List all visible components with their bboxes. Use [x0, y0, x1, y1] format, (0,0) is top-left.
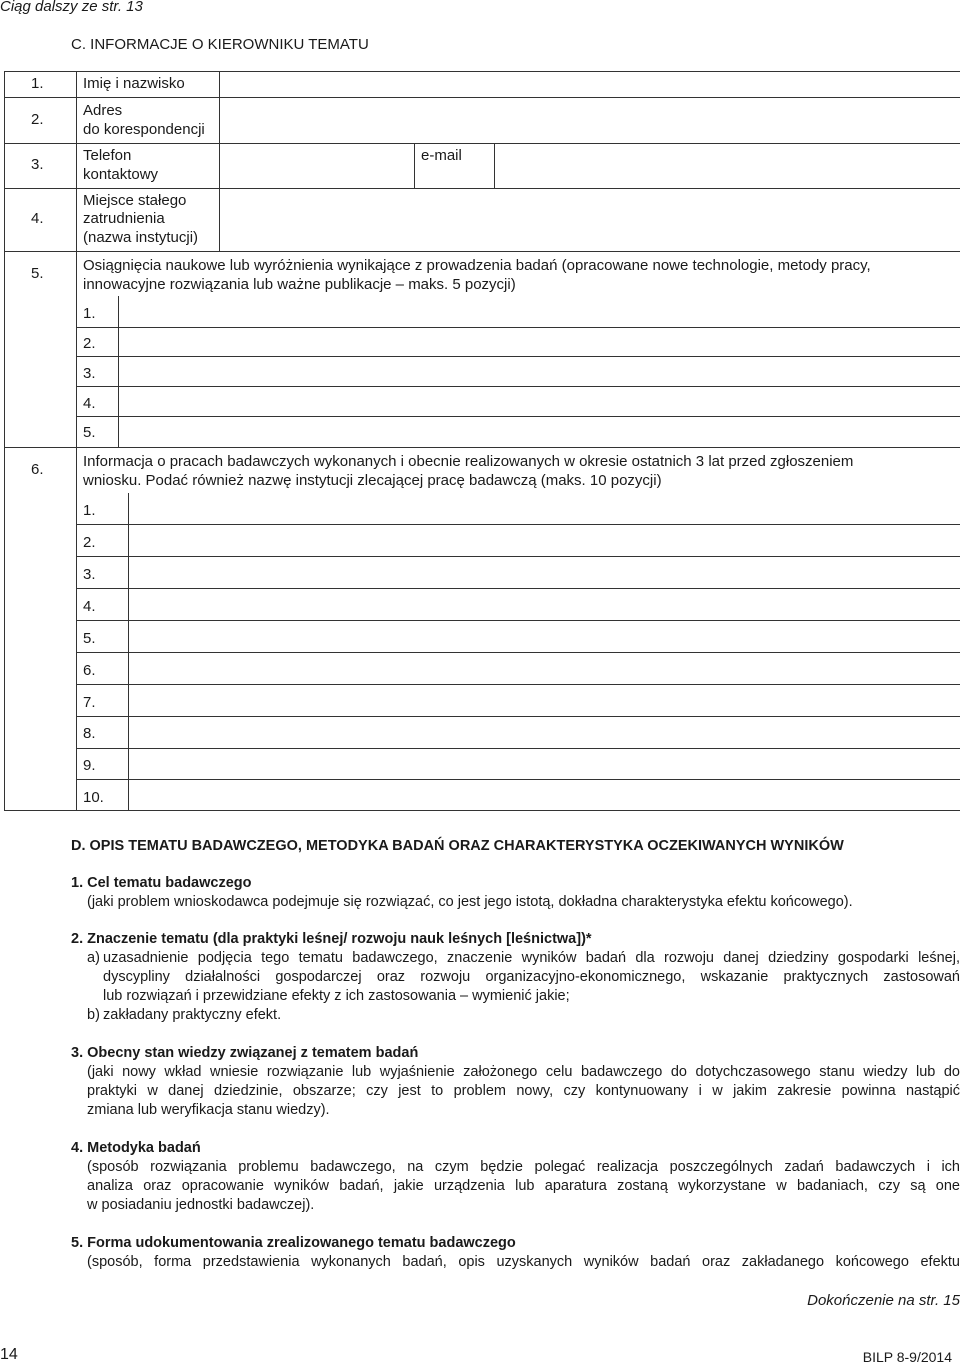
page-number: 14 — [0, 1346, 18, 1363]
list-item-number: 1. — [83, 305, 96, 322]
list-item-number: 2. — [83, 335, 96, 352]
list-item-number: 7. — [83, 694, 96, 711]
journal-label: BILP 8-9/2014 — [862, 1349, 952, 1365]
list-item-number: 8. — [83, 725, 96, 742]
email-field[interactable] — [495, 144, 959, 188]
d4-text: w posiadaniu jednostki badawczej). — [87, 1197, 315, 1213]
d1-heading: 1. Cel tematu badawczego — [71, 875, 252, 891]
d3-heading: 3. Obecny stan wiedzy związanej z tematem badań — [71, 1045, 419, 1061]
d2-a-label: a) — [87, 950, 100, 966]
d3-text: zmiana lub weryfikacja stanu wiedzy). — [87, 1102, 330, 1118]
label-employer: (nazwa instytucji) — [83, 229, 199, 246]
row-number: 2. — [31, 111, 44, 128]
list-item-number: 2. — [83, 534, 96, 551]
row-number: 5. — [31, 265, 44, 282]
list-item-number: 4. — [83, 395, 96, 412]
d5-text: (sposób, forma przedstawienia wykonanych badań, opis uzyskanych wyników badań oraz zakładanego końcowego efektu — [87, 1254, 960, 1270]
d4-heading: 4. Metodyka badań — [71, 1140, 201, 1156]
row-number: 4. — [31, 210, 44, 227]
list-item-number: 5. — [83, 424, 96, 441]
research-description: wniosku. Podać również nazwę instytucji zlecającej pracę badawczą (maks. 10 pozycji) — [83, 472, 662, 489]
list-item-number: 5. — [83, 630, 96, 647]
label-employer: zatrudnienia — [83, 210, 165, 227]
d1-description: (jaki problem wnioskodawca podejmuje się rozwiązać, co jest jego istotą, dokładna charakterystyka efektu końcowego). — [87, 894, 853, 910]
d4-text: analiza oraz opracowanie wyników badań, jakie urządzenia lub aparatura zostaną wykorzystane w badaniach, czy są one — [87, 1178, 960, 1194]
label-address: Adres — [83, 102, 123, 119]
list-item-number: 3. — [83, 566, 96, 583]
d3-text: (jaki nowy wkład wniesie rozwiązanie lub wyjaśnienie założonego celu badawczego do dotychczasowego stanu wiedzy lub do — [87, 1064, 960, 1080]
row-number: 6. — [31, 461, 44, 478]
continues-note: Dokończenie na str. 15 — [807, 1292, 960, 1309]
label-phone: kontaktowy — [83, 166, 159, 183]
row-number: 1. — [31, 75, 44, 92]
label-employer: Miejsce stałego — [83, 192, 187, 209]
section-c-title: C. INFORMACJE O KIEROWNIKU TEMATU — [71, 36, 369, 53]
address-field[interactable] — [220, 98, 959, 143]
employer-field[interactable] — [220, 189, 959, 251]
section-d-title: D. OPIS TEMATU BADAWCZEGO, METODYKA BADAŃ ORAZ CHARAKTERYSTYKA OCZEKIWANYCH WYNIKÓW — [71, 838, 844, 854]
label-email: e-mail — [421, 147, 462, 164]
d2-b-text: zakładany praktyczny efekt. — [103, 1007, 282, 1023]
d5-heading: 5. Forma udokumentowania zrealizowanego tematu badawczego — [71, 1235, 516, 1251]
name-field[interactable] — [220, 72, 959, 97]
d2-heading: 2. Znaczenie tematu (dla praktyki leśnej/ rozwoju nauk leśnych [leśnictwa])* — [71, 931, 592, 947]
continued-note: Ciąg dalszy ze str. 13 — [0, 0, 143, 15]
phone-field[interactable] — [220, 144, 413, 188]
research-description: Informacja o pracach badawczych wykonanych i obecnie realizowanych w okresie ostatnich 3 lat przed zgłoszeniem — [83, 453, 854, 470]
achievements-description: Osiągnięcia naukowe lub wyróżnienia wynikające z prowadzenia badań (opracowane nowe technologie, metody pracy, — [83, 257, 871, 274]
row-number: 3. — [31, 156, 44, 173]
label-name: Imię i nazwisko — [83, 75, 185, 92]
d2-a-text: dyscypliny działalności gospodarczej oraz rozwoju organizacyjno-ekonomicznego, wskazanie praktycznych zastosowań — [103, 969, 960, 985]
achievements-description: innowacyjne rozwiązania lub ważne publikacje – maks. 5 pozycji) — [83, 276, 516, 293]
list-item-number: 10. — [83, 789, 104, 806]
d2-a-text: uzasadnienie podjęcia tego tematu badawczego, znaczenie wyników badań dla rozwoju danej dziedziny gospodarki leśnej, — [103, 950, 960, 966]
list-item-number: 4. — [83, 598, 96, 615]
d4-text: (sposób rozwiązania problemu badawczego, na czym będzie polegać realizacja poszczególnych zadań badawczych i ich — [87, 1159, 960, 1175]
list-item-number: 3. — [83, 365, 96, 382]
d3-text: praktyki w danej dziedzinie, obszarze; czy jest to problem nowy, czy kontynuowany i w jakim zakresie powinna nastąpić — [87, 1083, 960, 1099]
label-address: do korespondencji — [83, 121, 205, 138]
list-item-number: 1. — [83, 502, 96, 519]
label-phone: Telefon — [83, 147, 132, 164]
list-item-number: 6. — [83, 662, 96, 679]
d2-b-label: b) — [87, 1007, 100, 1023]
d2-a-text: lub rozwiązań i przewidziane efekty z ich zastosowania – wymienić jakie; — [103, 988, 570, 1004]
list-item-number: 9. — [83, 757, 96, 774]
